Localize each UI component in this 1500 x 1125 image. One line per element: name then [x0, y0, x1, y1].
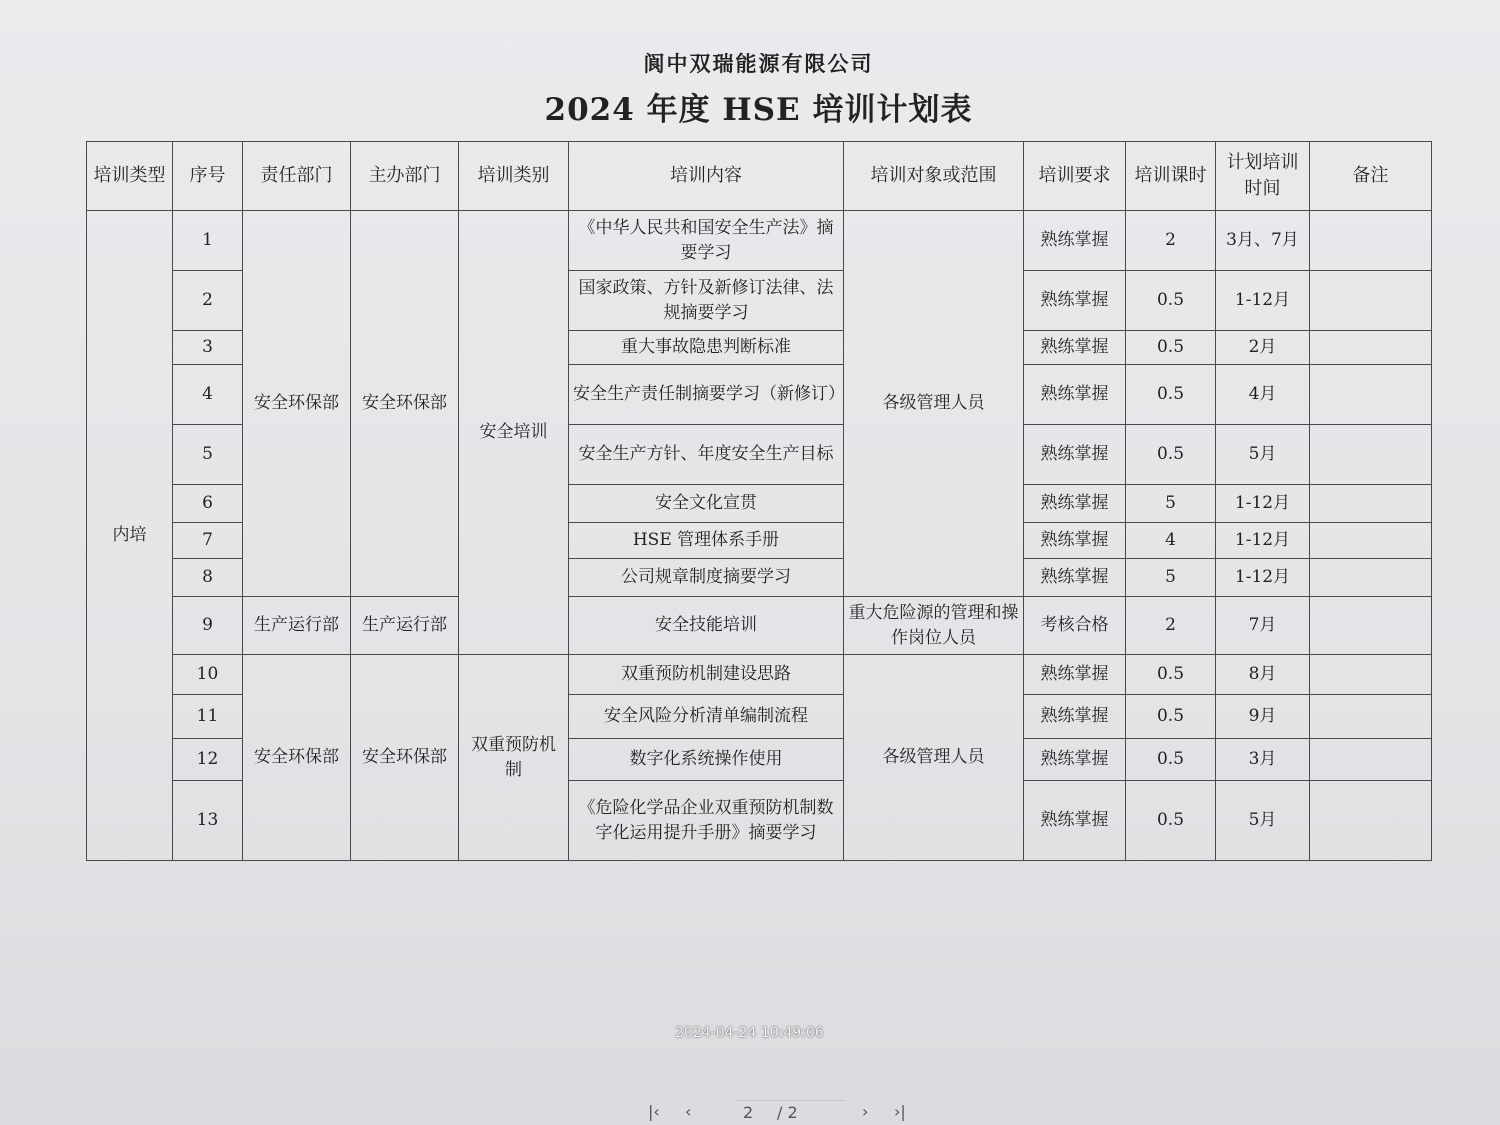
cell-hours: 5 [1126, 559, 1216, 597]
cell-content: 公司规章制度摘要学习 [569, 559, 844, 597]
cell-remark [1310, 271, 1432, 331]
cell-content: 安全风险分析清单编制流程 [569, 695, 844, 739]
cell-content: 安全技能培训 [569, 597, 844, 655]
cell-requirement: 熟练掌握 [1024, 695, 1126, 739]
cell-requirement: 熟练掌握 [1024, 485, 1126, 523]
cell-category: 双重预防机制 [459, 655, 569, 861]
company-name: 阆中双瑞能源有限公司 [643, 51, 874, 76]
table-row [87, 597, 1432, 655]
prev-page-icon[interactable]: ‹ [685, 1102, 692, 1121]
last-page-icon[interactable]: ›| [894, 1102, 906, 1121]
cell-time: 1-12月 [1216, 485, 1310, 523]
cell-category: 安全培训 [459, 211, 569, 655]
cell-host-dept: 安全环保部 [351, 655, 459, 861]
cell-hours: 0.5 [1126, 331, 1216, 365]
cell-requirement: 熟练掌握 [1024, 365, 1126, 425]
cell-type: 内培 [87, 211, 173, 861]
cell-hours: 4 [1126, 523, 1216, 559]
page-title: 2024 年度 HSE 培训计划表 [544, 92, 973, 128]
cell-time: 8月 [1216, 655, 1310, 695]
cell-content: 《中华人民共和国安全生产法》摘要学习 [569, 211, 844, 271]
cell-requirement: 熟练掌握 [1024, 739, 1126, 781]
header-type: 培训类型 [87, 142, 173, 211]
cell-content: 双重预防机制建设思路 [569, 655, 844, 695]
cell-requirement: 熟练掌握 [1024, 331, 1126, 365]
cell-content: 安全文化宣贯 [569, 485, 844, 523]
header-remark: 备注 [1310, 142, 1432, 211]
table-header-row [87, 142, 1432, 211]
cell-time: 5月 [1216, 425, 1310, 485]
cell-time: 1-12月 [1216, 559, 1310, 597]
cell-hours: 0.5 [1126, 425, 1216, 485]
cell-requirement: 熟练掌握 [1024, 271, 1126, 331]
cell-remark [1310, 425, 1432, 485]
cell-requirement: 熟练掌握 [1024, 425, 1126, 485]
header-resp-dept: 责任部门 [243, 142, 351, 211]
cell-seq: 3 [173, 331, 243, 365]
cell-remark [1310, 655, 1432, 695]
page-navigation [640, 1100, 940, 1125]
cell-requirement: 熟练掌握 [1024, 655, 1126, 695]
cell-content: 《危险化学品企业双重预防机制数字化运用提升手册》摘要学习 [569, 781, 844, 861]
cell-host-dept: 生产运行部 [351, 597, 459, 655]
cell-requirement: 熟练掌握 [1024, 523, 1126, 559]
cell-seq: 4 [173, 365, 243, 425]
cell-requirement: 熟练掌握 [1024, 781, 1126, 861]
cell-seq: 10 [173, 655, 243, 695]
cell-content: 国家政策、方针及新修订法律、法规摘要学习 [569, 271, 844, 331]
cell-remark [1310, 559, 1432, 597]
cell-remark [1310, 597, 1432, 655]
cell-remark [1310, 781, 1432, 861]
header-seq: 序号 [173, 142, 243, 211]
cell-hours: 5 [1126, 485, 1216, 523]
cell-time: 3月 [1216, 739, 1310, 781]
cell-time: 7月 [1216, 597, 1310, 655]
cell-time: 3月、7月 [1216, 211, 1310, 271]
table-row [87, 655, 1432, 695]
document-page [86, 40, 1431, 861]
cell-resp-dept: 生产运行部 [243, 597, 351, 655]
cell-requirement: 熟练掌握 [1024, 559, 1126, 597]
cell-resp-dept: 安全环保部 [243, 211, 351, 597]
cell-seq: 12 [173, 739, 243, 781]
cell-requirement: 考核合格 [1024, 597, 1126, 655]
cell-seq: 2 [173, 271, 243, 331]
cell-hours: 0.5 [1126, 365, 1216, 425]
cell-seq: 7 [173, 523, 243, 559]
cell-remark [1310, 211, 1432, 271]
cell-hours: 2 [1126, 211, 1216, 271]
cell-target: 重大危险源的管理和操作岗位人员 [844, 597, 1024, 655]
cell-content: 安全生产方针、年度安全生产目标 [569, 425, 844, 485]
cell-seq: 5 [173, 425, 243, 485]
cell-remark [1310, 523, 1432, 559]
cell-time: 2月 [1216, 331, 1310, 365]
cell-content: 重大事故隐患判断标准 [569, 331, 844, 365]
cell-hours: 0.5 [1126, 695, 1216, 739]
cell-target: 各级管理人员 [844, 655, 1024, 861]
photo-timestamp: 2024-04-24 10:49:06 [675, 1025, 824, 1041]
cell-remark [1310, 331, 1432, 365]
first-page-icon[interactable]: |‹ [648, 1102, 660, 1121]
cell-hours: 0.5 [1126, 655, 1216, 695]
cell-hours: 2 [1126, 597, 1216, 655]
cell-time: 9月 [1216, 695, 1310, 739]
current-page-input[interactable]: 2 [743, 1103, 754, 1122]
cell-requirement: 熟练掌握 [1024, 211, 1126, 271]
page-indicator[interactable] [735, 1100, 845, 1123]
cell-seq: 8 [173, 559, 243, 597]
cell-content: 数字化系统操作使用 [569, 739, 844, 781]
header-hours: 培训课时 [1126, 142, 1216, 211]
cell-host-dept: 安全环保部 [351, 211, 459, 597]
cell-seq: 9 [173, 597, 243, 655]
header-time: 计划培训时间 [1216, 142, 1310, 211]
cell-time: 1-12月 [1216, 523, 1310, 559]
cell-time: 4月 [1216, 365, 1310, 425]
cell-remark [1310, 739, 1432, 781]
header-requirement: 培训要求 [1024, 142, 1126, 211]
cell-content: 安全生产责任制摘要学习（新修订） [569, 365, 844, 425]
cell-content: HSE 管理体系手册 [569, 523, 844, 559]
header-host-dept: 主办部门 [351, 142, 459, 211]
table-row [87, 211, 1432, 271]
cell-time: 5月 [1216, 781, 1310, 861]
cell-remark [1310, 695, 1432, 739]
total-pages-label: / 2 [777, 1103, 798, 1122]
cell-seq: 11 [173, 695, 243, 739]
header-category: 培训类别 [459, 142, 569, 211]
cell-seq: 6 [173, 485, 243, 523]
cell-resp-dept: 安全环保部 [243, 655, 351, 861]
cell-target: 各级管理人员 [844, 211, 1024, 597]
training-plan-table [86, 141, 1432, 861]
cell-hours: 0.5 [1126, 739, 1216, 781]
header-target: 培训对象或范围 [844, 142, 1024, 211]
cell-hours: 0.5 [1126, 781, 1216, 861]
cell-seq: 1 [173, 211, 243, 271]
cell-seq: 13 [173, 781, 243, 861]
next-page-icon[interactable]: › [862, 1102, 869, 1121]
cell-time: 1-12月 [1216, 271, 1310, 331]
cell-remark [1310, 485, 1432, 523]
cell-hours: 0.5 [1126, 271, 1216, 331]
cell-remark [1310, 365, 1432, 425]
header-content: 培训内容 [569, 142, 844, 211]
